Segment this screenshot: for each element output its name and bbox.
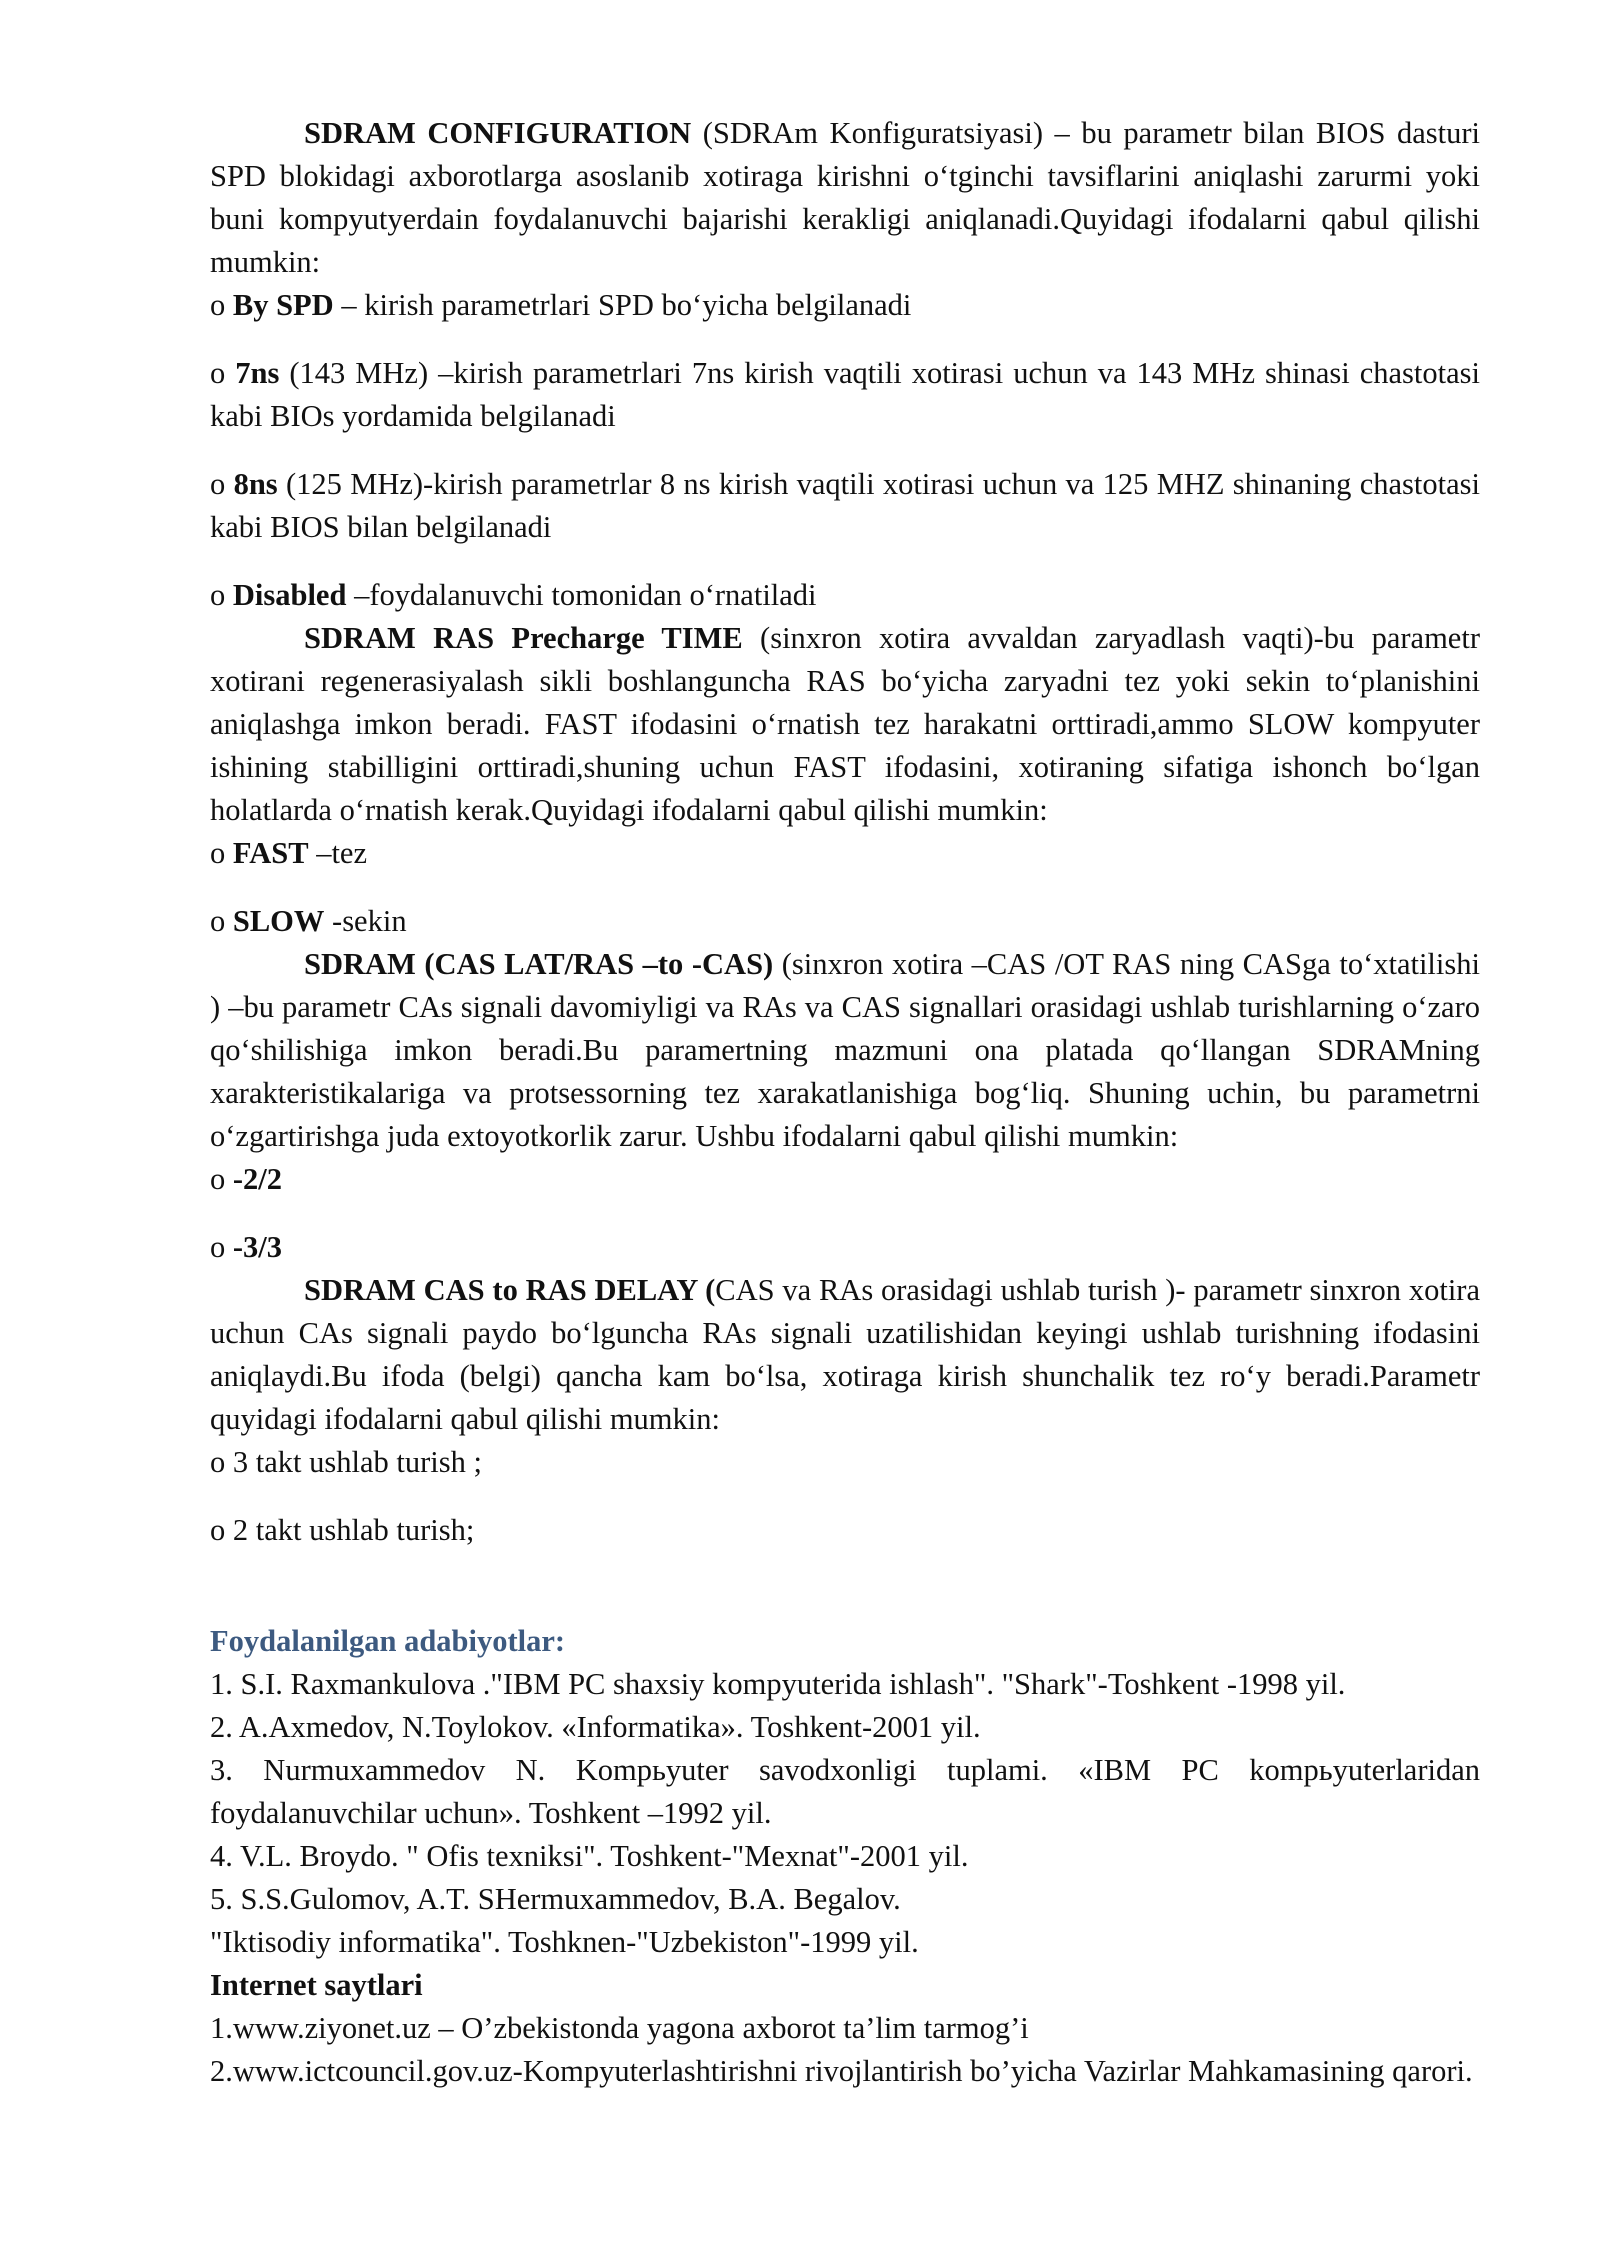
section-text: (sinxron xotira –CAS /OT RAS ning CASga to‘xtatilishi ) –bu parametr CAs signali davomiyligi va RAs va CAS signallari orasidagi ushlab turishlarning o‘zaro qo‘shilishiga imkon beradi.Bu paramertning mazmuni ona platada qo‘llangan SDRAMning xarakteristikalariga va protsessorning tez xarakatlanishiga bog‘liq. Shuning uchin, bu parametrni o‘zgartirishga juda extoyotkorlik zarur. Ushbu ifodalarni qabul qilishi mumkin: <box>210 947 1480 1153</box>
option-item: o SLOW -sekin <box>210 904 407 938</box>
internet-heading: Internet saytlari <box>210 1968 423 2002</box>
section-text: CAS va RAs orasidagi ushlab turish )- parametr sinxron xotira uchun CAs signali paydo bo‘lguncha RAs signali uzatilishidan keyingi ushlab turishning ifodasini aniqlaydi.Bu ifoda (belgi) qancha kam bo‘lsa, xotiraga kirish shunchalik tez ro‘y beradi.Parametr quyidagi ifodalarni qabul qilishi mumkin: <box>210 1273 1480 1436</box>
section-title: SDRAM (CAS LAT/RAS –to -CAS) <box>304 947 774 981</box>
reference-item: 1. S.I. Raxmankulova ."IBM PC shaxsiy kompyuterida ishlash". "Shark"-Toshkent -1998 yil. <box>210 1667 1346 1701</box>
option-item: o 2 takt ushlab turish; <box>210 1513 475 1547</box>
option-item: o Disabled –foydalanuvchi tomonidan o‘rnatiladi <box>210 578 817 612</box>
section-text: (sinxron xotira avvaldan zaryadlash vaqti)-bu parametr xotirani regenerasiyalash sikli boshlanguncha RAS bo‘yicha zaryadni tez yoki sekin to‘planishini aniqlashga imkon beradi. FAST ifodasini o‘rnatish tez harakatni orttiradi,ammo SLOW kompyuter ishining stabilligini orttiradi,shuning uchun FAST ifodasini, xotiraning sifatiga ishonch bo‘lgan holatlarda o‘rnatish kerak.Quyidagi ifodalarni qabul qilishi mumkin: <box>210 621 1480 827</box>
section-text: (SDRAm Konfiguratsiyasi) – bu parametr bilan BIOS dasturi SPD blokidagi axborotlarga asoslanib xotiraga kirishni o‘tginchi tavsiflarini aniqlashi zarurmi yoki buni kompyutyerdain foydalanuvchi bajarishi kerakligi aniqlanadi.Quyidagi ifodalarni qabul qilishi mumkin: <box>210 116 1480 279</box>
section-title: SDRAM RAS Precharge TIME <box>304 621 743 655</box>
reference-item: 5. S.S.Gulomov, A.T. SHermuxammedov, B.A. Begalov. <box>210 1882 901 1916</box>
option-item: o FAST –tez <box>210 836 368 870</box>
option-item: o -3/3 <box>210 1230 283 1264</box>
sdram-configuration-paragraph <box>210 112 1480 284</box>
option-item: o -2/2 <box>210 1162 283 1196</box>
reference-item: 2. A.Axmedov, N.Toylokov. «Informatika». Toshkent-2001 yil. <box>210 1710 981 1744</box>
internet-item: 1.www.ziyonet.uz – O’zbekistonda yagona axborot ta’lim tarmog’i <box>210 2011 1029 2045</box>
sdram-cas-lat-paragraph <box>210 943 1480 1158</box>
reference-item: "Iktisodiy informatika". Toshknen-"Uzbekiston"-1999 yil. <box>210 1925 919 1959</box>
sdram-ras-precharge-paragraph <box>210 617 1480 832</box>
option-item: o 7ns (143 MHz) –kirish parametrlari 7ns kirish vaqtili xotirasi uchun va 143 MHz shinasi chastotasi kabi BIOs yordamida belgilanadi <box>210 356 1480 433</box>
option-item: o 3 takt ushlab turish ; <box>210 1445 482 1479</box>
option-item: o By SPD – kirish parametrlari SPD bo‘yicha belgilanadi <box>210 288 912 322</box>
sdram-cas-to-ras-delay-paragraph <box>210 1269 1480 1441</box>
internet-item: 2.www.ictcouncil.gov.uz-Kompyuterlashtirishni rivojlantirish bo’yicha Vazirlar Mahkamasining qarori. <box>210 2054 1473 2088</box>
option-item: o 8ns (125 MHz)-kirish parametrlar 8 ns kirish vaqtili xotirasi uchun va 125 MHZ shinaning chastotasi kabi BIOS bilan belgilanadi <box>210 467 1480 544</box>
references-heading: Foydalanilgan adabiyotlar: <box>210 1624 566 1658</box>
reference-item: 3. Nurmuxammedov N. Kompьyuter savodxonligi tuplami. «IBM PC kompьyuterlaridan foydalanuvchilar uchun». Toshkent –1992 yil. <box>210 1753 1480 1830</box>
section-title: SDRAM CONFIGURATION <box>304 116 692 150</box>
reference-item: 4. V.L. Broydo. " Ofis texniksi". Toshkent-"Mexnat"-2001 yil. <box>210 1839 969 1873</box>
section-title: SDRAM CAS to RAS DELAY ( <box>304 1273 716 1307</box>
